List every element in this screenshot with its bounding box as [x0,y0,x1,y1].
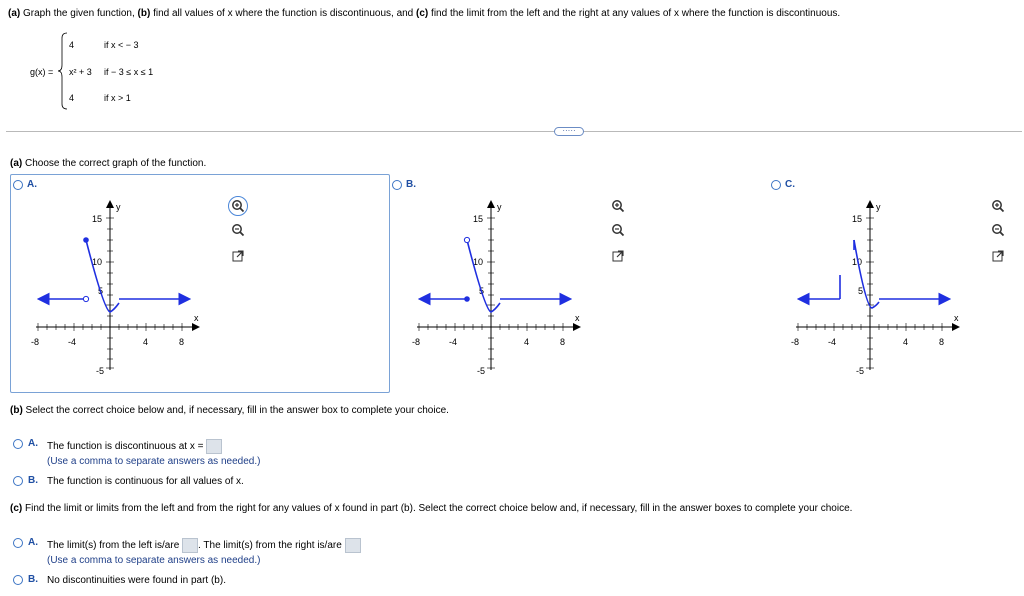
x-axis-label: x [194,313,199,323]
y-tick-label: -5 [96,366,105,376]
part-b-option-a-text: The function is discontinuous at x = [47,439,222,454]
more-button[interactable]: ····· [554,127,584,136]
case-3-value: 4 [69,93,75,103]
open-new-window-icon [611,249,625,263]
option-b-letter: B. [406,179,416,190]
x-tick-label: 8 [560,337,566,347]
option-a-letter: A. [27,179,37,190]
zoom-in-button-c[interactable] [988,196,1008,216]
part-c-option-a-radio[interactable] [13,538,23,548]
closed-point [464,296,470,302]
function-name: g(x) = [30,67,54,77]
part-b-option-b-radio[interactable] [13,476,23,486]
part-b-option-b-letter: B. [28,475,38,486]
part-c-option-a-text: The limit(s) from the left is/are . The limit(s) from the right is/are [47,538,361,553]
y-tick-label: 15 [92,214,103,224]
parabola-segment [86,240,119,312]
zoom-in-icon [231,199,245,213]
parabola-segment [467,240,500,312]
y-tick-label: 10 [852,257,863,267]
y-tick-label: 5 [858,286,864,296]
x-tick-label: 4 [524,337,530,347]
graph-option-c [788,190,959,390]
zoom-out-button-a[interactable] [228,220,248,240]
y-tick-label: 5 [98,286,104,296]
x-tick-label: -4 [68,337,77,347]
option-b-radio[interactable] [392,180,402,190]
x-axis [36,323,198,331]
option-a-radio[interactable] [13,180,23,190]
y-tick-label: 10 [92,257,103,267]
case-2-value: x² + 3 [69,67,92,77]
x-tick-label: 4 [903,337,909,347]
open-new-window-icon [231,249,245,263]
zoom-out-button-c[interactable] [988,220,1008,240]
question-prompt: (a) Graph the given function, (b) find all values of x where the function is discontinuous, and (c) find the limit from the left and the right at any values of x where the function is discontinuous. [8,8,841,19]
left-limit-answer-box[interactable] [182,538,198,553]
open-window-button-a[interactable] [228,246,248,266]
part-b-option-a-radio[interactable] [13,439,23,449]
x-tick-label: -4 [449,337,458,347]
zoom-out-icon [611,223,625,237]
x-tick-label: 4 [143,337,149,347]
graph-option-a [28,190,199,390]
x-tick-label: -8 [791,337,800,347]
x-tick-label: 8 [939,337,945,347]
part-c-option-b-text: No discontinuities were found in part (b). [47,575,226,586]
piecewise-brace [58,32,68,110]
y-tick-label: 15 [473,214,484,224]
case-1-value: 4 [69,40,75,50]
closed-point [83,237,89,243]
x-axis-label: x [575,313,580,323]
part-c-label: (c) Find the limit or limits from the left and from the right for any values of x found in part (b). Select the correct choice below and, if necessary, fill in the answer boxes to complete your choice. [10,503,853,514]
x-tick-label: -8 [31,337,40,347]
case-2-condition: if − 3 ≤ x ≤ 1 [104,67,154,77]
y-axis-label: y [116,202,121,212]
y-tick-label: 15 [852,214,863,224]
y-axis [106,202,114,370]
y-tick-label: 10 [473,257,484,267]
part-c-option-a-letter: A. [28,537,38,548]
zoom-out-button-b[interactable] [608,220,628,240]
part-b-option-b-text: The function is continuous for all values of x. [47,476,244,487]
option-c-letter: C. [785,179,795,190]
open-window-button-c[interactable] [988,246,1008,266]
x-tick-label: 8 [179,337,185,347]
case-3-condition: if x > 1 [104,93,131,103]
part-c-option-b-radio[interactable] [13,575,23,585]
zoom-out-icon [231,223,245,237]
graph-option-b [409,190,580,390]
open-point [464,237,469,242]
y-tick-label: -5 [856,366,865,376]
zoom-in-button-a[interactable] [228,196,248,216]
parabola-segment [854,240,879,308]
x-tick-label: -4 [828,337,837,347]
part-b-label: (b) Select the correct choice below and, if necessary, fill in the answer box to complete your choice. [10,405,449,416]
section-divider [6,131,1022,132]
y-tick-label: -5 [477,366,486,376]
zoom-out-icon [991,223,1005,237]
part-c-option-b-letter: B. [28,574,38,585]
part-b-option-a-letter: A. [28,438,38,449]
zoom-in-icon [611,199,625,213]
x-axis-label: x [954,313,959,323]
part-a-label: (a) Choose the correct graph of the function. [10,158,207,169]
zoom-in-button-b[interactable] [608,196,628,216]
right-limit-answer-box[interactable] [345,538,361,553]
y-axis-label: y [876,202,881,212]
case-1-condition: if x < − 3 [104,40,139,50]
open-window-button-b[interactable] [608,246,628,266]
open-new-window-icon [991,249,1005,263]
x-tick-label: -8 [412,337,421,347]
y-tick-label: 5 [479,286,485,296]
option-c-radio[interactable] [771,180,781,190]
discontinuity-answer-box[interactable] [206,439,222,454]
open-point [83,296,88,301]
part-c-option-a-note: (Use a comma to separate answers as needed.) [47,555,261,566]
part-b-option-a-note: (Use a comma to separate answers as needed.) [47,456,261,467]
y-axis-label: y [497,202,502,212]
zoom-in-icon [991,199,1005,213]
